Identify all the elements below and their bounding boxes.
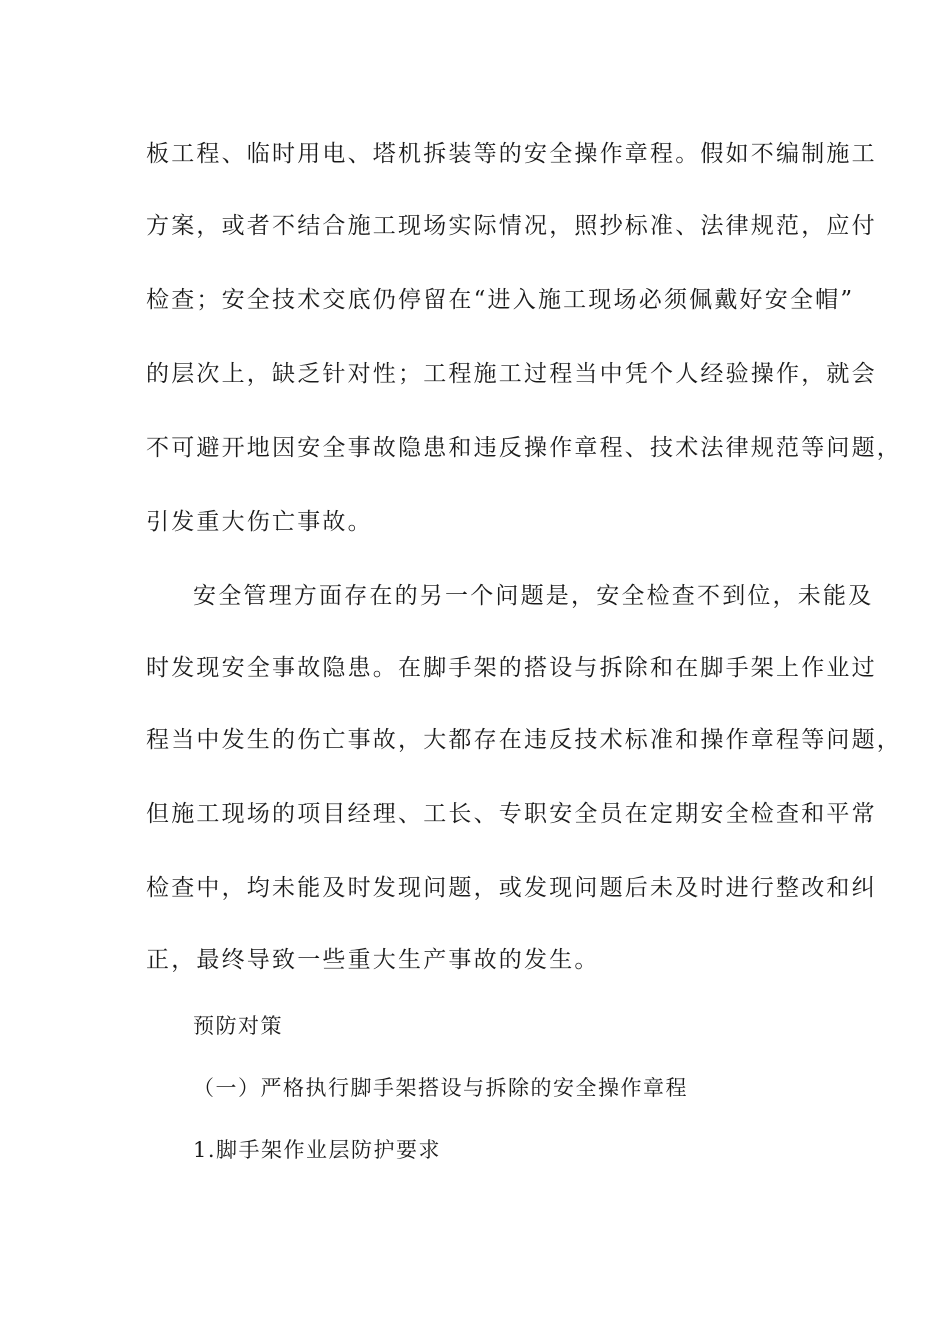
paragraph-2-line-6: 正，最终导致一些重大生产事故的发生。 — [146, 947, 600, 973]
paragraph-2-line-1: 安全管理方面存在的另一个问题是，安全检查不到位，未能及 — [193, 583, 874, 609]
item-title: 1.脚手架作业层防护要求 — [193, 1138, 442, 1162]
section-title: 预防对策 — [193, 1014, 283, 1038]
paragraph-1-line-4: 的层次上，缺乏针对性；工程施工过程当中凭个人经验操作，就会 — [146, 361, 877, 387]
paragraph-1-line-6: 引发重大伤亡事故。 — [146, 509, 373, 535]
paragraph-1-line-2: 方案，或者不结合施工现场实际情况，照抄标准、法律规范，应付 — [146, 213, 877, 239]
paragraph-1-line-3: 检查；安全技术交底仍停留在“进入施工现场必须佩戴好安全帽” — [146, 287, 855, 313]
paragraph-2-line-4: 但施工现场的项目经理、工长、专职安全员在定期安全检查和平常 — [146, 801, 877, 827]
paragraph-2-line-3: 程当中发生的伤亡事故，大都存在违反技术标准和操作章程等问题， — [146, 727, 902, 753]
paragraph-1-line-1: 板工程、临时用电、塔机拆装等的安全操作章程。假如不编制施工 — [146, 141, 877, 167]
paragraph-1-line-5: 不可避开地因安全事故隐患和违反操作章程、技术法律规范等问题， — [146, 435, 902, 461]
paragraph-2-line-2: 时发现安全事故隐患。在脚手架的搭设与拆除和在脚手架上作业过 — [146, 655, 877, 681]
subsection-title: （一）严格执行脚手架搭设与拆除的安全操作章程 — [193, 1076, 688, 1100]
paragraph-2-line-5: 检查中，均未能及时发现问题，或发现问题后未及时进行整改和纠 — [146, 875, 877, 901]
